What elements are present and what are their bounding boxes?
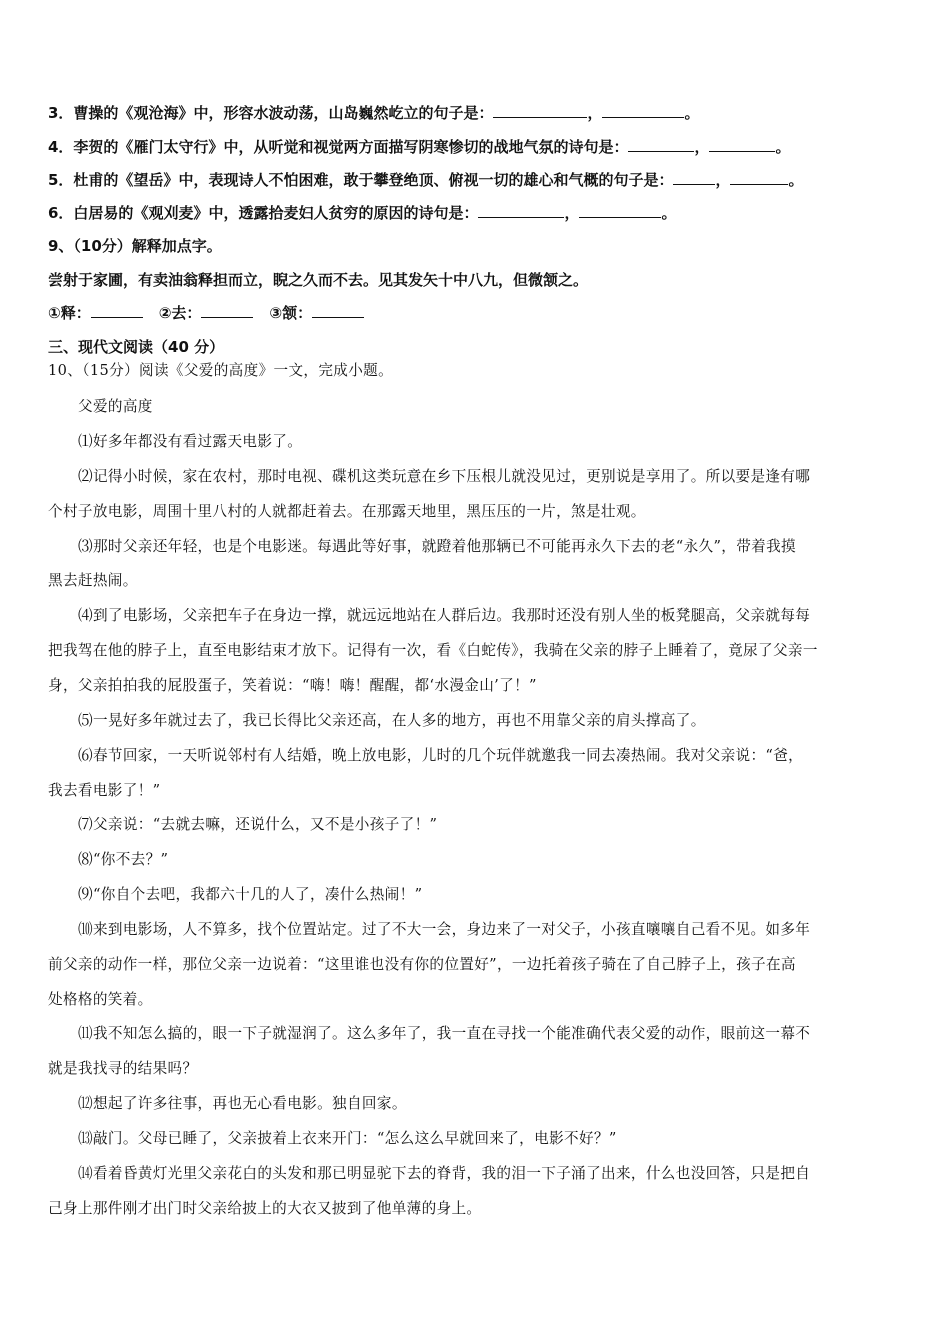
article-line: 身，父亲拍拍我的屁股蛋子，笑着说：“嗨！嗨！醒醒，都‘水漫金山’了！” [48,677,537,694]
article-line: 把我驾在他的脖子上，直至电影结束才放下。记得有一次，看《白蛇传》，我骑在父亲的脖子上睡着了，竟尿了父亲一 [48,642,818,659]
article-line: ⒁看着昏黄灯光里父亲花白的头发和那已明显驼下去的脊背，我的泪一下子涌了出来，什么也没回答，只是把自 [78,1165,811,1182]
article-line: ⑴好多年都没有看过露天电影了。 [78,433,303,450]
item-3-label: ③颔： [269,304,313,322]
answer-blank[interactable] [673,170,715,185]
question-5 [48,170,803,190]
question-5-text: 5．杜甫的《望岳》中，表现诗人不怕困难，敢于攀登绝顶、俯视一切的雄心和气概的句子是： [48,171,674,189]
answer-blank[interactable] [709,137,775,152]
article-line: 前父亲的动作一样，那位父亲一边说着：“这里谁也没有你的位置好”，一边托着孩子骑在了自己脖子上，孩子在高 [48,956,796,973]
article-line: 黑去赶热闹。 [48,572,138,589]
answer-blank[interactable] [312,303,364,318]
period: 。 [775,138,791,156]
separator: ， [587,104,603,122]
separator: ， [715,171,731,189]
answer-blank[interactable] [493,103,587,118]
article-line: ⑻“你不去？” [78,851,169,868]
article-line: ⑽来到电影场，人不算多，找个位置站定。过了不大一会，身边来了一对父子，小孩直嚷嚷自己看不见。如多年 [78,921,811,938]
article-line: ⒀敲门。父母已睡了，父亲披着上衣来开门：“怎么这么早就回来了，电影不好？” [78,1130,617,1147]
article-line: ⑾我不知怎么搞的，眼一下子就湿润了。这么多年了，我一直在寻找一个能准确代表父爱的动作，眼前这一幕不 [78,1025,811,1042]
article-title: 父爱的高度 [78,398,153,415]
question-9-passage: 尝射于家圃，有卖油翁释担而立，睨之久而不去。见其发矢十中八九，但微颔之。 [48,271,589,289]
article-line: ⑶那时父亲还年轻，也是个电影迷。每遇此等好事，就蹬着他那辆已不可能再永久下去的老“永久”，带着我摸 [78,538,796,555]
article-line: 个村子放电影，周围十里八村的人就都赶着去。在那露天地里，黑压压的一片，煞是壮观。 [48,503,646,520]
question-3-text: 3．曹操的《观沧海》中，形容水波动荡，山岛巍然屹立的句子是： [48,104,494,122]
answer-blank[interactable] [478,203,564,218]
answer-blank[interactable] [602,103,684,118]
answer-blank[interactable] [730,170,788,185]
separator: ， [694,138,710,156]
article-line: 己身上那件刚才出门时父亲给披上的大衣又披到了他单薄的身上。 [48,1200,482,1217]
answer-blank[interactable] [579,203,661,218]
question-6-text: 6．白居易的《观刈麦》中，透露拾麦妇人贫穷的原因的诗句是： [48,204,479,222]
answer-blank[interactable] [201,303,253,318]
question-9-heading: 9、（10分）解释加点字。 [48,237,222,255]
article-line: ⑸一晃好多年就过去了，我已长得比父亲还高，在人多的地方，再也不用靠父亲的肩头撑高了。 [78,712,706,729]
answer-blank[interactable] [91,303,143,318]
question-10-intro: 10、（15分）阅读《父爱的高度》一文，完成小题。 [48,362,394,379]
period: 。 [788,171,804,189]
item-1-label: ①释： [48,304,91,322]
article-line: 处格格的笑着。 [48,991,153,1008]
article-line: ⑹春节回家，一天听说邻村有人结婚，晚上放电影，儿时的几个玩伴就邀我一同去凑热闹。我对父亲说：“爸， [78,747,804,764]
article-line: 我去看电影了！” [48,782,161,799]
question-9-items [48,303,364,323]
article-line: ⑿想起了许多往事，再也无心看电影。独自回家。 [78,1095,407,1112]
article-line: ⑵记得小时候，家在农村，那时电视、碟机这类玩意在乡下压根儿就没见过，更别说是享用了。所以要是逢有哪 [78,468,811,485]
period: 。 [684,104,700,122]
separator: ， [564,204,580,222]
question-6 [48,203,676,223]
item-2-label: ②去： [158,304,202,322]
answer-blank[interactable] [628,137,694,152]
question-4-text: 4．李贺的《雁门太守行》中，从听觉和视觉两方面描写阴寒惨切的战地气氛的诗句是： [48,138,629,156]
article-line: ⑷到了电影场，父亲把车子在身边一撑，就远远地站在人群后边。我那时还没有别人坐的板凳腿高，父亲就每每 [78,607,811,624]
section-heading: 三、现代文阅读（40 分） [48,338,225,356]
article-line: 就是我找寻的结果吗？ [48,1060,198,1077]
period: 。 [661,204,677,222]
article-line: ⑺父亲说：“去就去嘛，还说什么，又不是小孩子了！” [78,816,438,833]
question-4 [48,137,790,157]
article-line: ⑼“你自个去吧，我都六十几的人了，凑什么热闹！” [78,886,423,903]
question-3 [48,103,699,123]
